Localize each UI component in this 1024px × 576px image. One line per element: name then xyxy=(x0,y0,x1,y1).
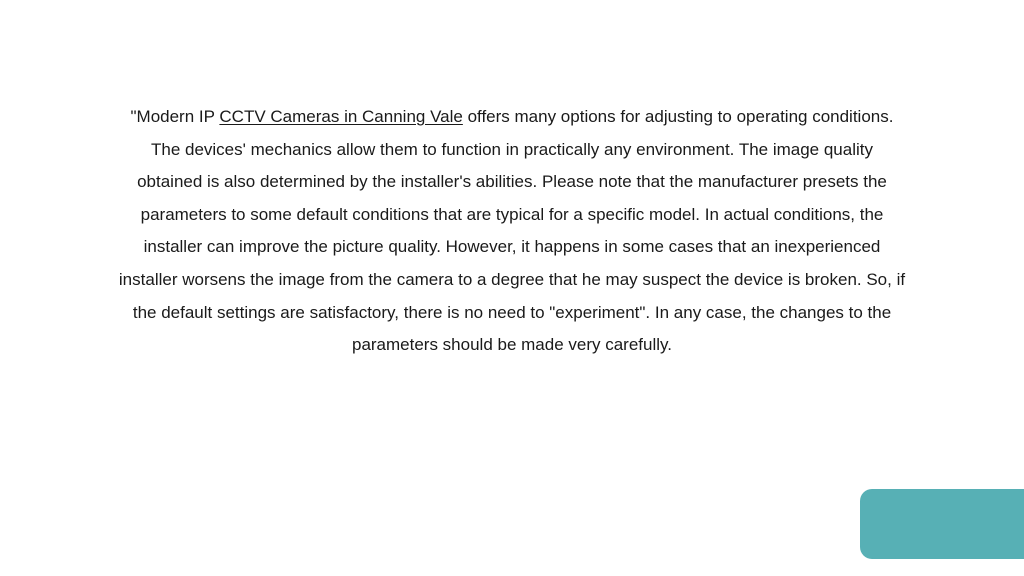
teal-accent-block xyxy=(860,489,1024,559)
cctv-cameras-link[interactable]: CCTV Cameras in Canning Vale xyxy=(219,107,463,126)
paragraph-text-rest: offers many options for adjusting to operating conditions. The devices' mechanics allow them to function in practically any environment. The image quality obtained is also determined by the installer's abilities. Please note that the manufacturer presets the parameters to some default conditions that are typical for a specific model. In actual conditions, the installer can improve the picture quality. However, it happens in some cases that an inexperienced installer worsens the image from the camera to a degree that he may suspect the device is broken. So, if the default settings are satisfactory, there is no need to "experiment". In any case, the changes to the parameters should be made very carefully. xyxy=(118,107,906,355)
paragraph-text-start: "Modern IP xyxy=(130,107,220,126)
body-paragraph xyxy=(118,101,906,362)
